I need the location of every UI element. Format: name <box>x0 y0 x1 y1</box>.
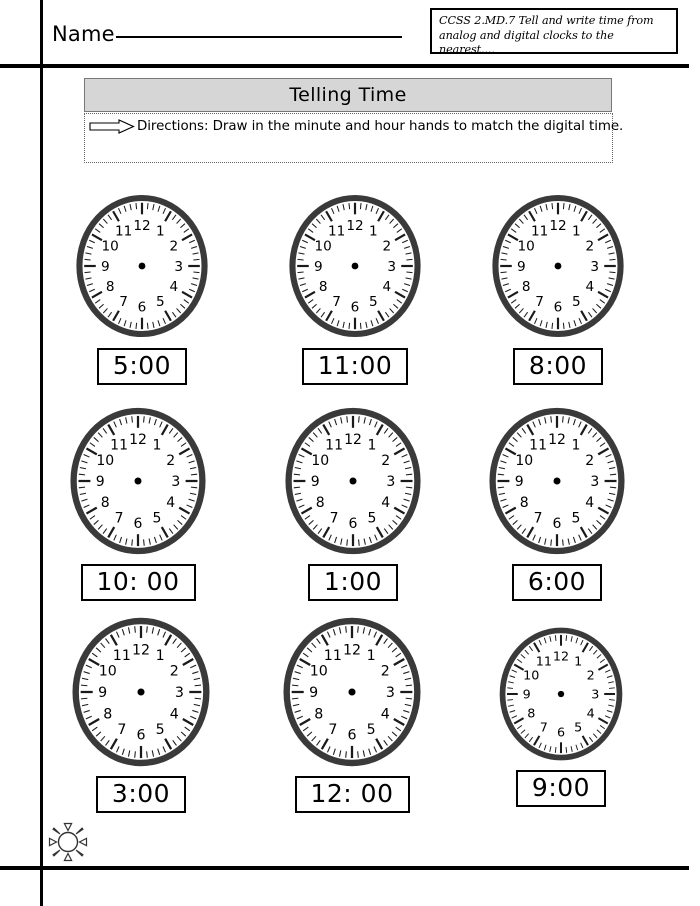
digital-time-box-8 <box>295 776 410 813</box>
clock-numeral: 8 <box>527 705 536 721</box>
problem-cell-3 <box>463 192 653 385</box>
clock-numeral: 2 <box>380 663 390 680</box>
clock-numeral: 12 <box>344 431 362 448</box>
clock-numeral: 12 <box>346 217 364 234</box>
digital-time-box-9 <box>516 770 606 807</box>
clock-numeral: 1 <box>155 648 165 665</box>
clock-numeral: 9 <box>313 258 323 275</box>
clock-numeral: 6 <box>553 299 563 316</box>
clock-numeral: 7 <box>114 510 124 527</box>
clock-numeral: 3 <box>590 258 600 275</box>
clock-numeral: 4 <box>169 279 179 296</box>
digital-time-box-5 <box>308 564 398 601</box>
clock-numeral: 6 <box>347 727 357 744</box>
clock-9[interactable] <box>497 626 625 766</box>
clock-numeral: 10 <box>515 452 534 469</box>
clock-center-dot <box>137 688 144 695</box>
clock-numeral: 2 <box>166 452 176 469</box>
clock-numeral: 9 <box>95 473 105 490</box>
clock-numeral: 4 <box>381 494 391 511</box>
clock-numeral: 7 <box>539 719 548 735</box>
digital-time-box-7 <box>96 776 186 813</box>
clock-numeral: 9 <box>522 686 531 702</box>
clock-numeral: 1 <box>367 437 377 454</box>
digital-time-7: 3:00 <box>111 779 171 808</box>
clock-numeral: 11 <box>530 223 549 240</box>
clock-center-dot <box>350 478 357 485</box>
name-label: Name <box>52 22 115 46</box>
clock-numeral: 5 <box>152 510 162 527</box>
clock-numeral: 11 <box>325 437 344 454</box>
clock-numeral: 6 <box>350 299 360 316</box>
clock-numeral: 5 <box>574 719 583 735</box>
clock-numeral: 7 <box>329 510 339 527</box>
clock-numeral: 8 <box>519 494 529 511</box>
clock-numeral: 10 <box>523 667 540 683</box>
clock-numeral: 7 <box>119 294 128 311</box>
clock-numeral: 12 <box>548 431 566 448</box>
clock-numeral: 2 <box>169 663 179 680</box>
clock-center-dot <box>554 478 561 485</box>
clock-numeral: 12 <box>552 648 570 664</box>
clock-numeral: 10 <box>314 238 332 255</box>
clock-numeral: 10 <box>309 663 328 680</box>
clock-5-face[interactable] <box>283 406 423 556</box>
directions-text: Directions: Draw in the minute and hour hands to match the digital time. <box>137 119 624 134</box>
clock-numeral: 1 <box>369 223 378 240</box>
sun-icon <box>44 818 92 866</box>
clock-numeral: 2 <box>585 238 595 255</box>
clock-numeral: 7 <box>533 510 543 527</box>
clock-numeral: 4 <box>382 279 392 296</box>
problem-cell-8 <box>257 616 447 813</box>
digital-time-1: 5:00 <box>112 351 172 380</box>
clock-numeral: 1 <box>156 223 165 240</box>
clock-numeral: 4 <box>380 706 390 723</box>
clock-numeral: 5 <box>156 294 165 311</box>
clock-numeral: 1 <box>571 437 581 454</box>
clock-8-face[interactable] <box>281 616 423 768</box>
clock-numeral: 6 <box>552 515 562 532</box>
clock-numeral: 9 <box>516 258 526 275</box>
clock-numeral: 10 <box>96 452 115 469</box>
clock-center-dot <box>555 263 562 270</box>
clock-numeral: 12 <box>133 217 151 234</box>
clock-numeral: 5 <box>366 721 376 738</box>
clock-6[interactable] <box>487 406 627 560</box>
digital-time-box-6 <box>512 564 602 601</box>
problem-cell-6 <box>462 406 652 601</box>
clock-numeral: 3 <box>385 684 395 701</box>
clock-numeral: 8 <box>318 279 328 296</box>
clock-numeral: 5 <box>572 294 581 311</box>
problem-cell-2 <box>260 192 450 385</box>
clock-numeral: 5 <box>367 510 377 527</box>
digital-time-box-1 <box>97 348 187 385</box>
clock-2-face[interactable] <box>287 192 423 340</box>
clock-numeral: 9 <box>100 258 110 275</box>
clock-numeral: 3 <box>386 473 396 490</box>
clock-numeral: 11 <box>529 437 548 454</box>
problem-cell-7 <box>46 616 236 813</box>
clock-3[interactable] <box>490 192 626 344</box>
digital-time-box-4 <box>81 564 196 601</box>
clock-2[interactable] <box>287 192 423 344</box>
clock-numeral: 4 <box>166 494 176 511</box>
clock-numeral: 6 <box>133 515 143 532</box>
clock-4[interactable] <box>68 406 208 560</box>
clock-4-face[interactable] <box>68 406 208 556</box>
clock-numeral: 1 <box>574 653 583 669</box>
clock-numeral: 10 <box>517 238 535 255</box>
digital-time-4: 10: 00 <box>96 567 180 596</box>
clock-6-face[interactable] <box>487 406 627 556</box>
clock-numeral: 9 <box>310 473 320 490</box>
clock-numeral: 2 <box>382 238 392 255</box>
clock-center-dot <box>135 478 142 485</box>
digital-time-box-3 <box>513 348 603 385</box>
problem-cell-1 <box>47 192 237 385</box>
clock-numeral: 12 <box>129 431 147 448</box>
digital-time-5: 1:00 <box>323 567 383 596</box>
clock-9-face[interactable] <box>497 626 625 762</box>
digital-time-8: 12: 00 <box>310 779 394 808</box>
clock-numeral: 6 <box>556 724 566 740</box>
clock-8[interactable] <box>281 616 423 772</box>
page-title: Telling Time <box>289 84 407 106</box>
clock-numeral: 11 <box>327 223 346 240</box>
clock-numeral: 8 <box>314 706 324 723</box>
clock-numeral: 11 <box>114 223 133 240</box>
clock-numeral: 4 <box>585 494 595 511</box>
clock-center-dot <box>139 263 146 270</box>
clock-numeral: 9 <box>98 684 108 701</box>
clock-numeral: 3 <box>171 473 181 490</box>
clock-numeral: 9 <box>309 684 319 701</box>
digital-time-2: 11:00 <box>317 351 393 380</box>
digital-time-9: 9:00 <box>531 773 591 802</box>
clock-numeral: 2 <box>381 452 391 469</box>
clock-numeral: 11 <box>323 648 342 665</box>
clock-numeral: 4 <box>586 705 595 721</box>
problem-cell-9 <box>466 626 656 807</box>
clock-numeral: 10 <box>101 238 119 255</box>
digital-time-6: 6:00 <box>527 567 587 596</box>
clock-numeral: 11 <box>110 437 129 454</box>
clock-numeral: 6 <box>137 299 147 316</box>
clock-numeral: 2 <box>585 452 595 469</box>
clock-numeral: 4 <box>169 706 179 723</box>
clock-numeral: 7 <box>328 721 338 738</box>
digital-time-box-2 <box>302 348 409 385</box>
clock-numeral: 12 <box>549 217 567 234</box>
clock-numeral: 2 <box>586 667 595 683</box>
clock-numeral: 8 <box>100 494 110 511</box>
clock-numeral: 8 <box>103 706 113 723</box>
clock-numeral: 5 <box>571 510 581 527</box>
clock-center-dot <box>348 688 355 695</box>
clock-numeral: 3 <box>591 686 600 702</box>
digital-time-3: 8:00 <box>528 351 588 380</box>
clock-numeral: 6 <box>136 727 146 744</box>
clock-numeral: 7 <box>332 294 341 311</box>
clock-numeral: 5 <box>155 721 165 738</box>
clock-numeral: 2 <box>169 238 179 255</box>
clock-numeral: 7 <box>535 294 544 311</box>
clock-numeral: 6 <box>348 515 358 532</box>
clock-7-face[interactable] <box>70 616 212 768</box>
clock-3-face[interactable] <box>490 192 626 340</box>
clock-numeral: 1 <box>572 223 581 240</box>
clock-1[interactable] <box>74 192 210 344</box>
clock-numeral: 5 <box>369 294 378 311</box>
clock-numeral: 11 <box>535 653 552 669</box>
clock-numeral: 9 <box>514 473 524 490</box>
clock-numeral: 3 <box>174 258 184 275</box>
standard-text: CCSS 2.MD.7 Tell and write time from analog and digital clocks to the nearest.... <box>439 14 654 56</box>
clock-center-dot <box>352 263 359 270</box>
problem-cell-5 <box>258 406 448 601</box>
clock-numeral: 1 <box>366 648 376 665</box>
clock-numeral: 1 <box>152 437 162 454</box>
clock-numeral: 3 <box>590 473 600 490</box>
clock-numeral: 10 <box>98 663 117 680</box>
clock-numeral: 12 <box>131 642 151 659</box>
clock-numeral: 12 <box>342 642 362 659</box>
clock-7[interactable] <box>70 616 212 772</box>
clock-numeral: 8 <box>315 494 325 511</box>
clock-numeral: 3 <box>174 684 184 701</box>
clock-numeral: 8 <box>105 279 115 296</box>
clock-5[interactable] <box>283 406 423 560</box>
clock-numeral: 10 <box>311 452 330 469</box>
clock-numeral: 4 <box>585 279 595 296</box>
clock-1-face[interactable] <box>74 192 210 340</box>
clock-numeral: 7 <box>117 721 127 738</box>
clock-numeral: 3 <box>387 258 397 275</box>
problem-cell-4 <box>43 406 233 601</box>
clock-center-dot <box>558 691 564 697</box>
clock-numeral: 11 <box>112 648 131 665</box>
clock-numeral: 8 <box>521 279 531 296</box>
